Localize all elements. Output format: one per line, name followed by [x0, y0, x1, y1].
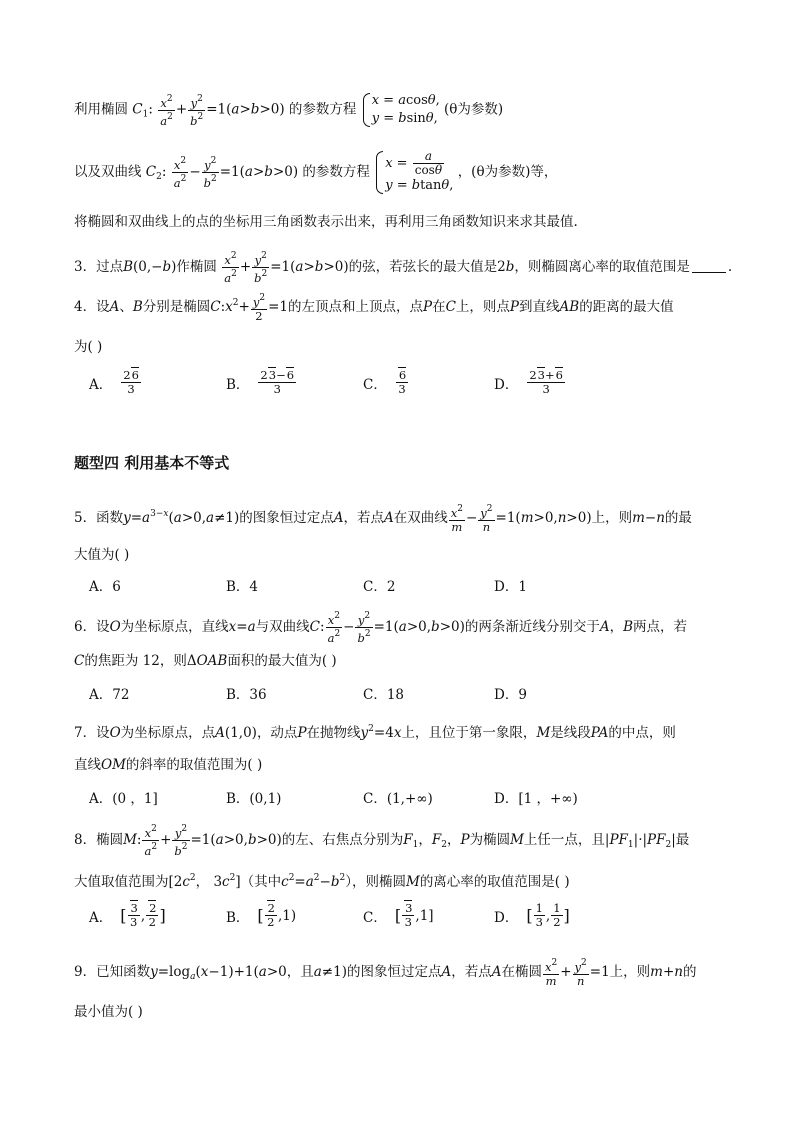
- option-d[interactable]: D．9: [494, 687, 527, 703]
- option-c[interactable]: C． [ $\frac{3}{3}$ ,1]: [363, 901, 434, 929]
- option-d[interactable]: D． $\frac{23+6}{3}$: [494, 368, 563, 396]
- option-d[interactable]: D． [ $\frac{1}{3}$ , $\frac{1}{2}$ ]: [494, 901, 570, 929]
- question-8: 8．椭圆M: $\frac{x^2}{a^2}$ + $\frac{y^2}{b^2}$ =1(a>0,b>0)的左、右焦点分别为$F_1$，$F_2$，P为椭圆M上任一点，且$|PF_1|\cdot|PF_2|$最 大值取值范围为[$2c^2$， $3c^2$]（其中$c^2=a^2-b^2$），则椭圆M的离心率的取值范围是( ) A． [ $\frac{3}{3}$ , $\frac{2}{2}$ ] B． [ $\frac{2}{2}$ ,1) C． [ $\frac{3}{3}$ ,1] D． [ $\frac{1}{3}$ , $\frac{1}{2}$ ]: [74, 824, 690, 929]
- intro-line-3: 将椭圆和双曲线上的点的坐标用三角函数表示出来，再利用三角函数知识来求其最值.: [74, 214, 578, 230]
- question-3: 3．过点B(0,−b)作椭圆 $\frac{x^2}{a^2}$ + $\frac{y^2}{b^2}$ =1(a>b>0)的弦，若弦长的最大值是2b，则椭圆离心率的取值范围是 .: [74, 251, 733, 285]
- answer-blank[interactable]: [692, 272, 726, 273]
- option-d[interactable]: D．1: [494, 579, 527, 595]
- question-7: 7．设O为坐标原点，点A(1,0)，动点P在抛物线$y^2=4x$上，且位于第一象限，M是线段PA的中点，则 直线OM的斜率的取值范围为( ) A．(0 ，1] B．(0,1) C．(1,+∞) D．[1 ，+∞): [74, 724, 676, 807]
- question-5: 5．函数$y=a^{3-x}(a>0,a\ne 1)$的图象恒过定点A，若点A在双曲线 $\frac{x^2}{m}$ − $\frac{y^2}{n}$ =1(m>0,n>0)上，则m−n的最 大值为( ) A．6 B．4 C．2 D．1: [74, 504, 692, 595]
- section-heading: 题型四 利用基本不等式: [74, 454, 230, 472]
- question-6: 6．设O为坐标原点，直线x=a与双曲线C: $\frac{x^2}{a^2}$ − $\frac{y^2}{b^2}$ =1(a>0,b>0)的两条渐近线分别交于A，B两点，若 C的焦距为 12，则ΔOAB面积的最大值为( ) A．72 B．36 C．18 D．9: [74, 611, 688, 703]
- option-b[interactable]: B．36: [226, 687, 267, 703]
- intro-text: 利用椭圆: [74, 101, 128, 118]
- option-a[interactable]: A．72: [89, 687, 130, 703]
- question-9: 9．已知函数$y=\log_a(x-1)+1(a>0$，且a≠1)的图象恒过定点A，若点A在椭圆 $\frac{x^2}{m}$ + $\frac{y^2}{n}$ =1上，则m+n的 最小值为( ): [74, 958, 697, 1020]
- intro-text: 以及双曲线: [74, 164, 142, 180]
- option-b[interactable]: B． $\frac{23-6}{3}$: [226, 368, 295, 396]
- intro-text: 的参数方程: [288, 101, 357, 118]
- intro-text: 的参数方程: [302, 164, 370, 180]
- param-brace-hyperbola: x = $\frac{a}{\cos\theta}$ y = btanθ,: [374, 150, 453, 195]
- intro-line-2: 以及双曲线 $C_2$: $\frac{x^2}{a^2}$ − $\frac{y^2}{b^2}$ =1(a>b>0) 的参数方程 x = $\frac{a}{\cos\theta}$ y = btanθ, ，(θ为参数)等，: [74, 149, 558, 193]
- question-4: 4．设A、B分别是椭圆$C:x^2+$ $\frac{y^2}{2}$ =1的左顶点和上顶点，点P在C上，则点P到直线AB的距离的最大值 为( ) A． $\frac{26}{3}$ B． $\frac{23-6}{3}$ C． $\frac{6}{3}$ D． $\frac{23+6}{3}$: [74, 293, 674, 396]
- option-d[interactable]: D．[1 ，+∞): [494, 791, 578, 807]
- option-b[interactable]: B． [ $\frac{2}{2}$ ,1): [226, 901, 297, 929]
- option-a[interactable]: A． $\frac{26}{3}$: [89, 368, 139, 396]
- intro-text: (θ为参数): [444, 101, 504, 118]
- option-a[interactable]: A．6: [89, 579, 121, 595]
- intro-text: ，(θ为参数)等，: [457, 164, 558, 180]
- option-b[interactable]: B．4: [226, 579, 259, 595]
- intro-line-1: 利用椭圆 $C_1$: $\frac{x^2}{a^2}$ + $\frac{y^2}{b^2}$ =1(a>b>0) 的参数方程 x = acosθ, y = bsinθ, (θ为参数): [74, 93, 504, 128]
- option-c[interactable]: C． $\frac{6}{3}$: [363, 368, 407, 396]
- param-brace-ellipse: x = acosθ, y = bsinθ,: [361, 92, 440, 128]
- option-a[interactable]: A．(0 ，1]: [89, 791, 158, 807]
- option-a[interactable]: A． [ $\frac{3}{3}$ , $\frac{2}{2}$ ]: [89, 901, 166, 929]
- option-c[interactable]: C．2: [363, 579, 396, 595]
- option-c[interactable]: C．(1,+∞): [363, 791, 433, 807]
- option-c[interactable]: C．18: [363, 687, 405, 703]
- option-b[interactable]: B．(0,1): [226, 791, 282, 807]
